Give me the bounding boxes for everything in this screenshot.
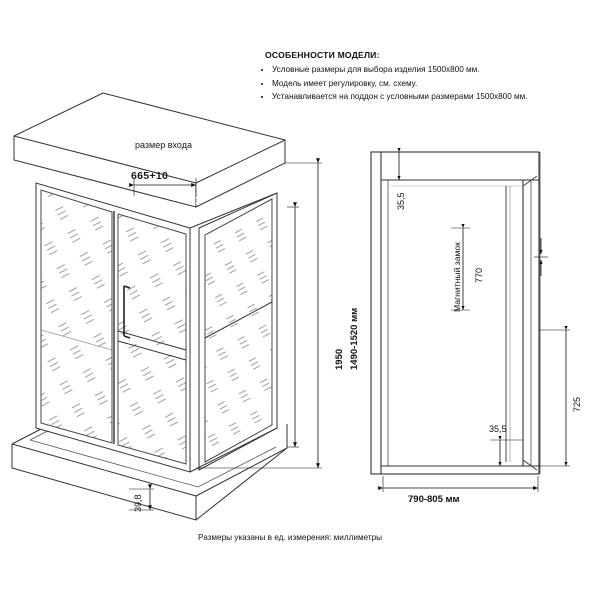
entry-size-value: 665+10 [131, 170, 169, 182]
lock-height-label: 770 [474, 267, 484, 283]
base-height-label: 39,8 [133, 494, 143, 512]
right-height-label: 725 [572, 396, 582, 412]
feature-item: • Модель имеет регулировку, см. схему. [272, 78, 600, 91]
width-label: 790-805 мм [408, 494, 460, 505]
right-dimensions [383, 152, 570, 492]
feature-item: • Условные размеры для выбора изделия 1500х800 мм. [272, 64, 600, 77]
glass-panel-side [205, 199, 272, 462]
entry-size-label: размер входа [135, 140, 192, 150]
overall-height-label: 1950 [334, 348, 345, 370]
footer-note: Размеры указаны в ед. измерения: миллиметры [198, 533, 383, 542]
features-title: ОСОБЕННОСТИ МОДЕЛИ: [265, 50, 380, 60]
adjust-height-label: 1490-1520 мм [349, 307, 360, 370]
feature-item: • Устанавливается на поддон с условными размерами 1500х800 мм. [272, 91, 600, 104]
magnetic-lock-label: Магнитный замок [452, 242, 462, 312]
features-list [258, 64, 600, 105]
glass-panel-left [41, 190, 112, 443]
bottom-offset-label: 35,5 [489, 424, 507, 434]
glass-panel-door [118, 214, 186, 464]
top-offset-label: 35,5 [396, 192, 406, 210]
